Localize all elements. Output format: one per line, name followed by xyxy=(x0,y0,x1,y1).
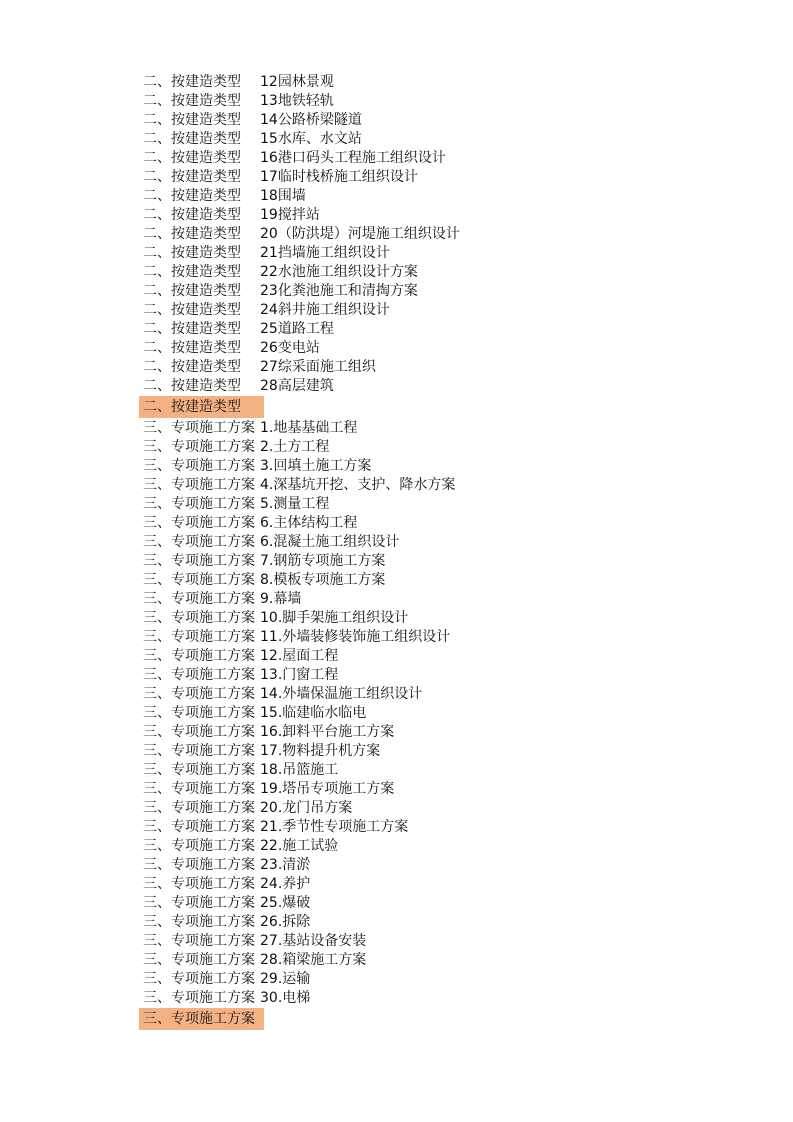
category-cell: 二、按建造类型 xyxy=(143,302,241,318)
item-cell: 30.电梯 xyxy=(260,989,311,1006)
category-cell: 三、专项施工方案 xyxy=(143,818,255,835)
item-cell: 12.屋面工程 xyxy=(260,647,339,664)
item-cell: 19搅拌站 xyxy=(260,207,320,223)
list-item xyxy=(139,761,479,780)
category-cell: 二、按建造类型 xyxy=(143,245,241,261)
item-cell: 16港口码头工程施工组织设计 xyxy=(260,150,446,166)
list-item xyxy=(139,339,479,358)
item-cell: 23.清淤 xyxy=(260,856,311,873)
item-cell: 22水池施工组织设计方案 xyxy=(260,264,418,280)
category-cell: 三、专项施工方案 xyxy=(143,438,255,455)
item-cell: 28.箱梁施工方案 xyxy=(260,951,367,968)
category-cell: 二、按建造类型 xyxy=(143,74,241,90)
item-cell: 15水库、水文站 xyxy=(260,131,362,147)
list-item xyxy=(139,514,479,533)
item-cell: 29.运输 xyxy=(260,970,311,987)
item-cell: 21.季节性专项施工方案 xyxy=(260,818,409,835)
item-cell: 5.测量工程 xyxy=(260,495,330,512)
list-item xyxy=(139,799,479,818)
item-cell: 9.幕墙 xyxy=(260,590,302,607)
category-cell: 二、按建造类型 xyxy=(143,93,241,109)
category-cell: 三、专项施工方案 xyxy=(143,742,255,759)
list-item xyxy=(139,282,479,301)
item-cell: 23化粪池施工和清掏方案 xyxy=(260,283,418,299)
category-cell: 三、专项施工方案 xyxy=(143,609,255,626)
list-item xyxy=(139,130,479,149)
list-item xyxy=(139,476,479,495)
item-cell: 28高层建筑 xyxy=(260,378,334,394)
list-item xyxy=(139,377,479,396)
category-cell: 三、专项施工方案 xyxy=(143,989,255,1006)
list-item xyxy=(139,263,479,282)
list-item xyxy=(139,92,479,111)
item-cell: 3.回填土施工方案 xyxy=(260,457,372,474)
list-item xyxy=(139,894,479,913)
list-item xyxy=(139,704,479,723)
category-cell: 三、专项施工方案 xyxy=(143,761,255,778)
category-cell: 二、按建造类型 xyxy=(143,378,241,394)
list-item xyxy=(139,301,479,320)
category-cell: 三、专项施工方案 xyxy=(143,495,255,512)
list-item xyxy=(139,73,479,92)
list-item xyxy=(139,932,479,951)
item-cell: 13地铁轻轨 xyxy=(260,93,334,109)
list-item xyxy=(139,780,479,799)
category-cell: 二、按建造类型 xyxy=(143,112,241,128)
item-cell: 6.混凝土施工组织设计 xyxy=(260,533,400,550)
category-cell: 二、按建造类型 xyxy=(143,340,241,356)
list-item xyxy=(139,149,479,168)
category-cell: 三、专项施工方案 xyxy=(143,533,255,550)
list-item xyxy=(139,723,479,742)
item-cell: 24.养护 xyxy=(260,875,311,892)
list-item xyxy=(139,168,479,187)
item-cell: 17.物料提升机方案 xyxy=(260,742,381,759)
list-item xyxy=(139,989,479,1008)
category-cell: 三、专项施工方案 xyxy=(143,476,255,493)
category-cell: 三、专项施工方案 xyxy=(143,647,255,664)
list-item xyxy=(139,419,479,438)
list-item xyxy=(139,571,479,590)
item-cell: 15.临建临水临电 xyxy=(260,704,367,721)
category-cell: 三、专项施工方案 xyxy=(143,837,255,854)
category-cell: 三、专项施工方案 xyxy=(143,552,255,569)
list-item xyxy=(139,818,479,837)
list-item xyxy=(139,685,479,704)
item-cell: 27综采面施工组织 xyxy=(260,359,376,375)
list-item xyxy=(139,666,479,685)
item-cell: 18.吊篮施工 xyxy=(260,761,339,778)
category-cell: 三、专项施工方案 xyxy=(143,571,255,588)
item-cell: 26.拆除 xyxy=(260,913,311,930)
category-cell: 二、按建造类型 xyxy=(143,226,241,242)
category-cell: 二、按建造类型 xyxy=(143,150,241,166)
item-cell: 27.基站设备安装 xyxy=(260,932,367,949)
category-cell: 三、专项施工方案 xyxy=(143,590,255,607)
category-cell: 三、专项施工方案 xyxy=(143,685,255,702)
item-cell: 7.钢筋专项施工方案 xyxy=(260,552,386,569)
item-cell: 26变电站 xyxy=(260,340,320,356)
item-cell: 24斜井施工组织设计 xyxy=(260,302,390,318)
item-cell: 20.龙门吊方案 xyxy=(260,799,353,816)
highlighted-category-cell: 三、专项施工方案 xyxy=(139,1008,264,1030)
category-cell: 三、专项施工方案 xyxy=(143,666,255,683)
list-item xyxy=(139,111,479,130)
item-cell: 13.门窗工程 xyxy=(260,666,339,683)
item-cell: 18围墙 xyxy=(260,188,306,204)
category-cell: 三、专项施工方案 xyxy=(143,780,255,797)
item-cell: 11.外墙装修装饰施工组织设计 xyxy=(260,628,451,645)
list-item xyxy=(139,647,479,666)
item-cell: 14公路桥梁隧道 xyxy=(260,112,362,128)
category-cell: 二、按建造类型 xyxy=(143,283,241,299)
list-item xyxy=(139,742,479,761)
item-cell: 12园林景观 xyxy=(260,74,334,90)
section-summary-row xyxy=(139,1008,479,1031)
list-item xyxy=(139,457,479,476)
category-cell: 二、按建造类型 xyxy=(143,207,241,223)
category-cell: 三、专项施工方案 xyxy=(143,856,255,873)
category-cell: 三、专项施工方案 xyxy=(143,419,255,436)
list-item xyxy=(139,875,479,894)
list-item xyxy=(139,913,479,932)
list-item xyxy=(139,244,479,263)
category-cell: 三、专项施工方案 xyxy=(143,951,255,968)
list-item xyxy=(139,970,479,989)
category-cell: 二、按建造类型 xyxy=(143,321,241,337)
list-item xyxy=(139,206,479,225)
category-cell: 三、专项施工方案 xyxy=(143,704,255,721)
category-cell: 二、按建造类型 xyxy=(143,264,241,280)
list-item xyxy=(139,837,479,856)
list-item xyxy=(139,552,479,571)
list-item xyxy=(139,533,479,552)
item-cell: 4.深基坑开挖、支护、降水方案 xyxy=(260,476,456,493)
item-cell: 8.模板专项施工方案 xyxy=(260,571,386,588)
section-summary-row xyxy=(139,396,479,419)
category-cell: 三、专项施工方案 xyxy=(143,970,255,987)
list-item xyxy=(139,951,479,970)
category-cell: 二、按建造类型 xyxy=(143,188,241,204)
item-cell: 25道路工程 xyxy=(260,321,334,337)
category-cell: 三、专项施工方案 xyxy=(143,457,255,474)
item-cell: 25.爆破 xyxy=(260,894,311,911)
item-cell: 20（防洪堤）河堤施工组织设计 xyxy=(260,226,460,242)
category-cell: 三、专项施工方案 xyxy=(143,913,255,930)
item-cell: 21挡墙施工组织设计 xyxy=(260,245,390,261)
category-cell: 二、按建造类型 xyxy=(143,359,241,375)
highlighted-category-cell: 二、按建造类型 xyxy=(139,396,264,418)
list-item xyxy=(139,438,479,457)
list-item xyxy=(139,225,479,244)
item-cell: 14.外墙保温施工组织设计 xyxy=(260,685,423,702)
category-cell: 二、按建造类型 xyxy=(143,169,241,185)
category-cell: 三、专项施工方案 xyxy=(143,894,255,911)
item-cell: 16.卸料平台施工方案 xyxy=(260,723,395,740)
item-cell: 17临时栈桥施工组织设计 xyxy=(260,169,418,185)
spreadsheet-list xyxy=(139,73,479,1030)
item-cell: 6.主体结构工程 xyxy=(260,514,358,531)
item-cell: 2.土方工程 xyxy=(260,438,330,455)
item-cell: 1.地基基础工程 xyxy=(260,419,358,436)
list-item xyxy=(139,609,479,628)
category-cell: 三、专项施工方案 xyxy=(143,875,255,892)
list-item xyxy=(139,358,479,377)
category-cell: 三、专项施工方案 xyxy=(143,799,255,816)
list-item xyxy=(139,628,479,647)
list-item xyxy=(139,856,479,875)
category-cell: 三、专项施工方案 xyxy=(143,932,255,949)
category-cell: 三、专项施工方案 xyxy=(143,628,255,645)
category-cell: 三、专项施工方案 xyxy=(143,723,255,740)
list-item xyxy=(139,590,479,609)
category-cell: 三、专项施工方案 xyxy=(143,514,255,531)
list-item xyxy=(139,187,479,206)
list-item xyxy=(139,495,479,514)
category-cell: 二、按建造类型 xyxy=(143,131,241,147)
item-cell: 10.脚手架施工组织设计 xyxy=(260,609,409,626)
item-cell: 19.塔吊专项施工方案 xyxy=(260,780,395,797)
list-item xyxy=(139,320,479,339)
item-cell: 22.施工试验 xyxy=(260,837,339,854)
